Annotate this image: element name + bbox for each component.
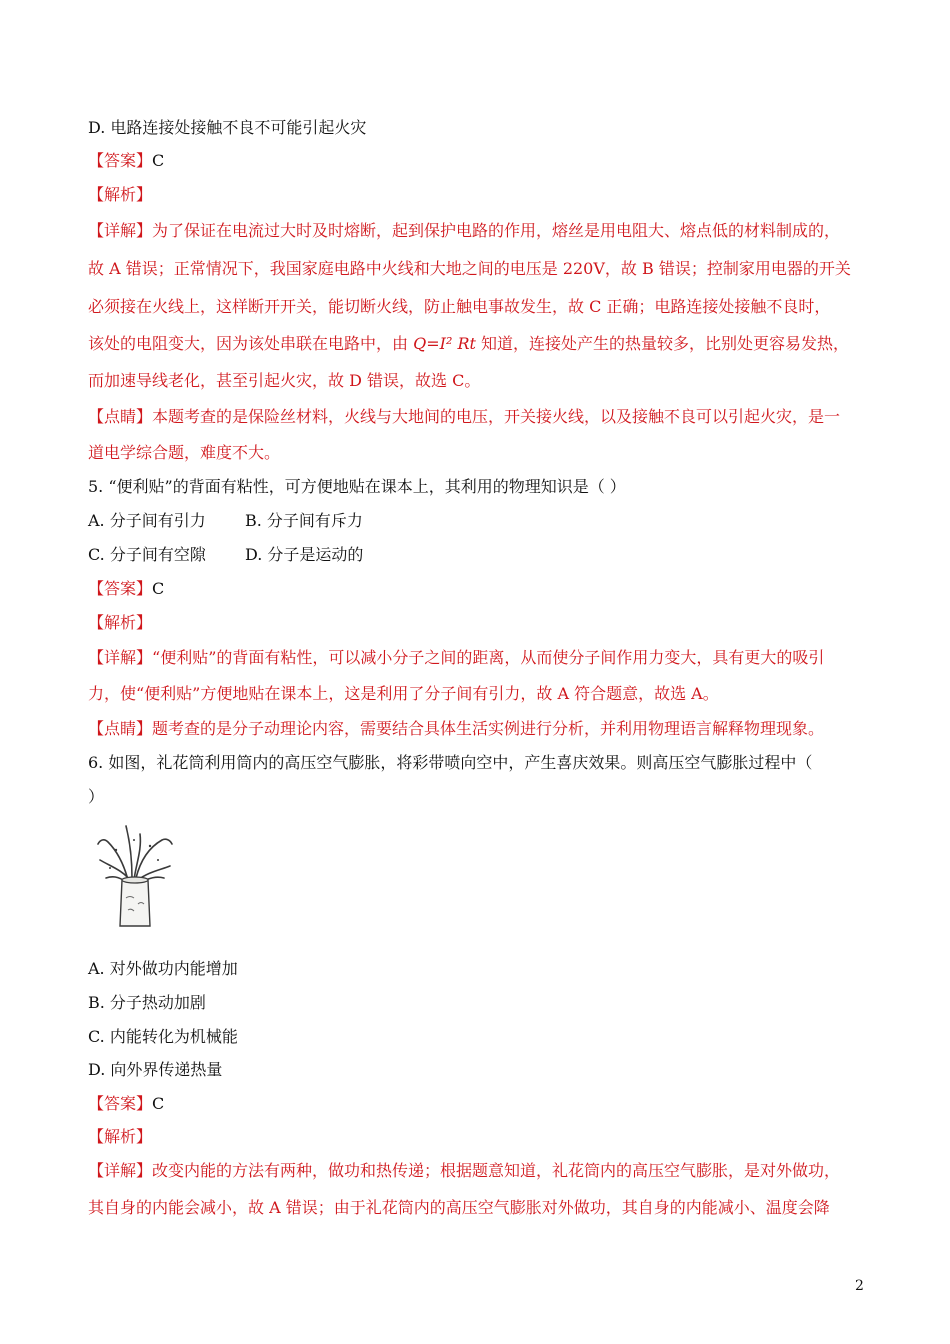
comment-tag: 【点睛】 [88,407,153,426]
q4-detail-line-1 [88,221,840,241]
q6-stem-line-2: ） [88,787,105,806]
q4-comment-line-2: 道电学综合题，难度不大。 [88,443,281,462]
comment-text: 本题考查的是保险丝材料，火线与大地间的电压，开关接火线，以及接触不良可以引起火灾，是一 [152,407,841,426]
answer-tag: 【答案】 [88,1094,153,1113]
q5-options-row-2 [88,545,588,565]
q4-detail-line-4 [88,334,849,354]
answer-value: C [152,1094,165,1113]
answer-value: C [152,151,165,170]
detail-text: 该处的电阻变大，因为该处串联在电路中，由 [88,334,414,353]
q5-answer [88,579,164,599]
party-popper-figure [90,820,180,930]
detail-text: 为了保证在电流过大时及时熔断，起到保护电路的作用，熔丝是用电阻大、熔点低的材料制成的， [152,221,841,240]
detail-text: 改变内能的方法有两种，做功和热传递；根据题意知道，礼花筒内的高压空气膨胀，是对外做功， [152,1161,841,1180]
q6-option-b: B. 分子热动加剧 [88,993,206,1012]
detail-tag: 【详解】 [88,1161,153,1180]
detail-text: “便利贴”的背面有粘性，可以减小分子之间的距离，从而使分子间作用力变大，具有更大的吸引 [152,648,825,667]
q6-detail-line-1 [88,1161,840,1181]
q6-answer [88,1094,164,1114]
q4-detail-line-5: 而加速导线老化，甚至引起火灾，故 D 错误，故选 C。 [88,371,481,390]
q6-detail-line-2: 其自身的内能会减小，故 A 错误；由于礼花筒内的高压空气膨胀对外做功，其自身的内能减小、温度会降 [88,1198,830,1217]
detail-text: 知道，连接处产生的热量较多，比别处更容易发热， [475,334,850,353]
detail-tag: 【详解】 [88,648,153,667]
q6-option-d: D. 向外界传递热量 [88,1060,223,1079]
joule-formula: Q=I² Rt [413,334,476,353]
q5-options-row-1 [88,511,588,531]
q4-detail-line-2: 故 A 错误；正常情况下，我国家庭电路中火线和大地之间的电压是 220V，故 B 错误；控制家用电器的开关 [88,259,851,278]
answer-tag: 【答案】 [88,151,153,170]
q5-stem: 5. “便利贴”的背面有粘性，可方便地贴在课本上，其利用的物理知识是（ ） [88,477,626,496]
q5-option-b: B. 分子间有斥力 [245,511,363,530]
detail-tag: 【详解】 [88,221,153,240]
q6-stem-line-1: 6. 如图，礼花筒利用筒内的高压空气膨胀，将彩带喷向空中，产生喜庆效果。则高压空气膨胀过程中（ [88,753,813,772]
comment-text: 题考查的是分子动理论内容，需要结合具体生活实例进行分析，并利用物理语言解释物理现象。 [152,719,825,738]
q5-analysis-tag: 【解析】 [88,613,153,632]
q5-comment-line-1 [88,719,824,739]
q5-option-d: D. 分子是运动的 [245,545,364,564]
q5-option-a: A. 分子间有引力 [88,511,206,530]
answer-tag: 【答案】 [88,579,153,598]
q4-analysis-tag: 【解析】 [88,185,153,204]
q4-comment-line-1 [88,407,840,427]
page-number: 2 [855,1278,864,1294]
q6-option-c: C. 内能转化为机械能 [88,1027,238,1046]
comment-tag: 【点睛】 [88,719,153,738]
q5-detail-line-1 [88,648,824,668]
q4-option-d: D. 电路连接处接触不良不可能引起火灾 [88,118,367,137]
q6-analysis-tag: 【解析】 [88,1127,153,1146]
q6-option-a: A. 对外做功内能增加 [88,959,238,978]
q4-detail-line-3: 必须接在火线上，这样断开开关，能切断火线，防止触电事故发生，故 C 正确；电路连接处接触不良时， [88,297,831,316]
answer-value: C [152,579,165,598]
q5-option-c: C. 分子间有空隙 [88,545,206,564]
q5-detail-line-2: 力，使“便利贴”方便地贴在课本上，这是利用了分子间有引力，故 A 符合题意，故选 A。 [88,684,719,703]
q4-answer [88,151,164,171]
